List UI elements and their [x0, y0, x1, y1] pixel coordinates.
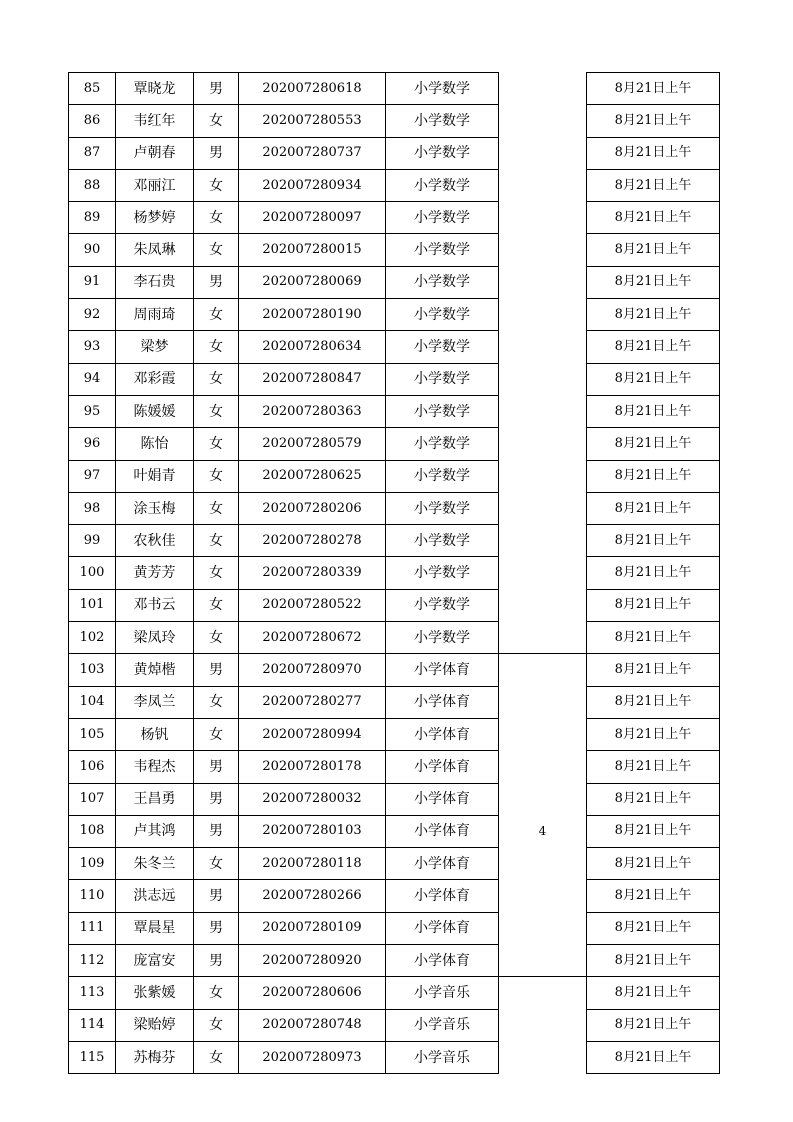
- table-row: [69, 428, 720, 460]
- candidate-name: 覃晨星: [116, 912, 194, 944]
- candidate-id: 202007280934: [239, 169, 386, 201]
- candidate-subject: 小学数学: [386, 622, 499, 654]
- exam-time: 8月21日上午: [587, 848, 720, 880]
- table-row: [69, 783, 720, 815]
- candidate-subject: 小学数学: [386, 234, 499, 266]
- candidate-id: 202007280737: [239, 137, 386, 169]
- candidate-id: 202007280339: [239, 557, 386, 589]
- candidate-gender: 女: [194, 395, 239, 427]
- candidate-name: 张紫媛: [116, 977, 194, 1009]
- candidate-name: 黄焯楷: [116, 654, 194, 686]
- candidate-name: 卢朝春: [116, 137, 194, 169]
- exam-time: 8月21日上午: [587, 815, 720, 847]
- group-label: 4: [499, 815, 587, 847]
- exam-time: 8月21日上午: [587, 395, 720, 427]
- row-number: 102: [69, 622, 116, 654]
- candidate-gender: 男: [194, 266, 239, 298]
- candidate-name: 洪志远: [116, 880, 194, 912]
- row-number: 101: [69, 589, 116, 621]
- exam-time: 8月21日上午: [587, 331, 720, 363]
- exam-time: 8月21日上午: [587, 880, 720, 912]
- candidate-subject: 小学数学: [386, 105, 499, 137]
- candidate-gender: 女: [194, 363, 239, 395]
- table-row: [69, 492, 720, 524]
- exam-time: 8月21日上午: [587, 557, 720, 589]
- group-cell: [499, 1041, 587, 1073]
- candidate-subject: 小学体育: [386, 848, 499, 880]
- row-number: 98: [69, 492, 116, 524]
- exam-time: 8月21日上午: [587, 363, 720, 395]
- group-cell: [499, 783, 587, 815]
- candidate-id: 202007280920: [239, 945, 386, 977]
- row-number: 86: [69, 105, 116, 137]
- row-number: 91: [69, 266, 116, 298]
- table-row: [69, 137, 720, 169]
- table-row: [69, 751, 720, 783]
- exam-time: 8月21日上午: [587, 945, 720, 977]
- candidate-gender: 女: [194, 557, 239, 589]
- row-number: 114: [69, 1009, 116, 1041]
- candidate-name: 朱冬兰: [116, 848, 194, 880]
- group-cell: [499, 460, 587, 492]
- candidate-gender: 女: [194, 525, 239, 557]
- candidate-subject: 小学数学: [386, 589, 499, 621]
- candidate-subject: 小学体育: [386, 912, 499, 944]
- row-number: 90: [69, 234, 116, 266]
- group-cell: [499, 654, 587, 686]
- table-row: [69, 718, 720, 750]
- exam-time: 8月21日上午: [587, 622, 720, 654]
- candidate-gender: 女: [194, 234, 239, 266]
- exam-time: 8月21日上午: [587, 299, 720, 331]
- exam-time: 8月21日上午: [587, 266, 720, 298]
- candidate-gender: 男: [194, 73, 239, 105]
- table-row: [69, 395, 720, 427]
- candidate-name: 陈媛媛: [116, 395, 194, 427]
- candidate-id: 202007280553: [239, 105, 386, 137]
- candidate-gender: 男: [194, 945, 239, 977]
- candidate-gender: 女: [194, 977, 239, 1009]
- row-number: 92: [69, 299, 116, 331]
- candidate-name: 邓丽江: [116, 169, 194, 201]
- candidate-subject: 小学体育: [386, 815, 499, 847]
- group-cell: [499, 492, 587, 524]
- exam-time: 8月21日上午: [587, 718, 720, 750]
- candidate-subject: 小学音乐: [386, 977, 499, 1009]
- exam-time: 8月21日上午: [587, 73, 720, 105]
- group-cell: [499, 169, 587, 201]
- group-cell: [499, 880, 587, 912]
- candidate-subject: 小学体育: [386, 880, 499, 912]
- group-cell: [499, 848, 587, 880]
- candidate-gender: 男: [194, 815, 239, 847]
- row-number: 88: [69, 169, 116, 201]
- candidate-subject: 小学数学: [386, 525, 499, 557]
- candidate-gender: 男: [194, 751, 239, 783]
- candidate-subject: 小学数学: [386, 202, 499, 234]
- candidate-subject: 小学数学: [386, 363, 499, 395]
- candidate-gender: 女: [194, 589, 239, 621]
- group-cell: [499, 73, 587, 105]
- exam-time: 8月21日上午: [587, 428, 720, 460]
- row-number: 96: [69, 428, 116, 460]
- candidate-id: 202007280672: [239, 622, 386, 654]
- table-row: [69, 880, 720, 912]
- row-number: 99: [69, 525, 116, 557]
- row-number: 105: [69, 718, 116, 750]
- candidate-id: 202007280579: [239, 428, 386, 460]
- candidate-name: 梁贻婷: [116, 1009, 194, 1041]
- group-cell: [499, 363, 587, 395]
- candidate-id: 202007280032: [239, 783, 386, 815]
- candidate-name: 陈怡: [116, 428, 194, 460]
- row-number: 111: [69, 912, 116, 944]
- candidate-subject: 小学数学: [386, 395, 499, 427]
- row-number: 93: [69, 331, 116, 363]
- candidate-id: 202007280178: [239, 751, 386, 783]
- candidate-name: 周雨琦: [116, 299, 194, 331]
- row-number: 87: [69, 137, 116, 169]
- candidate-id: 202007280206: [239, 492, 386, 524]
- exam-time: 8月21日上午: [587, 234, 720, 266]
- candidate-subject: 小学体育: [386, 783, 499, 815]
- candidate-id: 202007280973: [239, 1041, 386, 1073]
- candidate-id: 202007280847: [239, 363, 386, 395]
- exam-time: 8月21日上午: [587, 977, 720, 1009]
- candidate-gender: 女: [194, 202, 239, 234]
- row-number: 94: [69, 363, 116, 395]
- candidate-name: 涂玉梅: [116, 492, 194, 524]
- exam-time: 8月21日上午: [587, 783, 720, 815]
- candidate-subject: 小学音乐: [386, 1041, 499, 1073]
- candidate-subject: 小学体育: [386, 718, 499, 750]
- candidate-name: 王昌勇: [116, 783, 194, 815]
- candidate-name: 李凤兰: [116, 686, 194, 718]
- candidate-name: 韦红年: [116, 105, 194, 137]
- table-row: [69, 169, 720, 201]
- group-cell: [499, 1009, 587, 1041]
- candidate-id: 202007280097: [239, 202, 386, 234]
- candidate-name: 黄芳芳: [116, 557, 194, 589]
- candidate-name: 农秋佳: [116, 525, 194, 557]
- row-number: 103: [69, 654, 116, 686]
- candidate-name: 邓书云: [116, 589, 194, 621]
- table-row: [69, 945, 720, 977]
- row-number: 112: [69, 945, 116, 977]
- candidate-gender: 女: [194, 718, 239, 750]
- candidate-id: 202007280748: [239, 1009, 386, 1041]
- candidate-id: 202007280069: [239, 266, 386, 298]
- exam-time: 8月21日上午: [587, 686, 720, 718]
- row-number: 97: [69, 460, 116, 492]
- candidate-subject: 小学数学: [386, 460, 499, 492]
- table-row: [69, 1009, 720, 1041]
- candidate-subject: 小学体育: [386, 654, 499, 686]
- candidate-subject: 小学数学: [386, 428, 499, 460]
- row-number: 108: [69, 815, 116, 847]
- exam-time: 8月21日上午: [587, 654, 720, 686]
- candidate-gender: 女: [194, 686, 239, 718]
- candidate-name: 李石贵: [116, 266, 194, 298]
- group-cell: [499, 557, 587, 589]
- table-row: [69, 815, 720, 847]
- table-row: [69, 299, 720, 331]
- candidate-gender: 男: [194, 137, 239, 169]
- exam-time: 8月21日上午: [587, 1041, 720, 1073]
- candidate-id: 202007280363: [239, 395, 386, 427]
- table-row: [69, 73, 720, 105]
- candidate-gender: 男: [194, 654, 239, 686]
- candidate-id: 202007280606: [239, 977, 386, 1009]
- candidate-id: 202007280015: [239, 234, 386, 266]
- candidate-name: 庞富安: [116, 945, 194, 977]
- exam-time: 8月21日上午: [587, 169, 720, 201]
- candidate-subject: 小学音乐: [386, 1009, 499, 1041]
- candidate-id: 202007280190: [239, 299, 386, 331]
- exam-time: 8月21日上午: [587, 751, 720, 783]
- candidate-subject: 小学数学: [386, 557, 499, 589]
- candidate-id: 202007280278: [239, 525, 386, 557]
- candidate-id: 202007280634: [239, 331, 386, 363]
- candidate-name: 杨钒: [116, 718, 194, 750]
- table-row: [69, 105, 720, 137]
- group-cell: [499, 137, 587, 169]
- exam-time: 8月21日上午: [587, 1009, 720, 1041]
- candidate-gender: 男: [194, 783, 239, 815]
- candidate-id: 202007280277: [239, 686, 386, 718]
- group-cell: [499, 686, 587, 718]
- table-body: [69, 73, 720, 1074]
- group-cell: [499, 525, 587, 557]
- exam-time: 8月21日上午: [587, 589, 720, 621]
- exam-time: 8月21日上午: [587, 105, 720, 137]
- exam-time: 8月21日上午: [587, 137, 720, 169]
- candidate-gender: 女: [194, 428, 239, 460]
- group-cell: [499, 331, 587, 363]
- table-row: [69, 912, 720, 944]
- group-cell: [499, 266, 587, 298]
- row-number: 85: [69, 73, 116, 105]
- candidate-gender: 女: [194, 622, 239, 654]
- row-number: 110: [69, 880, 116, 912]
- exam-time: 8月21日上午: [587, 525, 720, 557]
- exam-time: 8月21日上午: [587, 202, 720, 234]
- candidate-gender: 女: [194, 460, 239, 492]
- candidate-id: 202007280109: [239, 912, 386, 944]
- candidate-name: 卢其鸿: [116, 815, 194, 847]
- candidate-id: 202007280118: [239, 848, 386, 880]
- table-row: [69, 1041, 720, 1073]
- candidate-name: 韦程杰: [116, 751, 194, 783]
- candidate-subject: 小学数学: [386, 266, 499, 298]
- group-cell: [499, 945, 587, 977]
- candidate-gender: 女: [194, 105, 239, 137]
- row-number: 100: [69, 557, 116, 589]
- exam-time: 8月21日上午: [587, 492, 720, 524]
- candidate-name: 杨梦婷: [116, 202, 194, 234]
- candidate-name: 梁梦: [116, 331, 194, 363]
- table-row: [69, 460, 720, 492]
- row-number: 104: [69, 686, 116, 718]
- table-row: [69, 331, 720, 363]
- table-row: [69, 686, 720, 718]
- candidate-gender: 女: [194, 492, 239, 524]
- candidate-id: 202007280970: [239, 654, 386, 686]
- candidate-name: 叶娟青: [116, 460, 194, 492]
- table-row: [69, 266, 720, 298]
- group-cell: [499, 622, 587, 654]
- candidate-gender: 男: [194, 912, 239, 944]
- row-number: 106: [69, 751, 116, 783]
- candidate-id: 202007280994: [239, 718, 386, 750]
- row-number: 95: [69, 395, 116, 427]
- candidate-id: 202007280625: [239, 460, 386, 492]
- candidate-id: 202007280266: [239, 880, 386, 912]
- table-row: [69, 654, 720, 686]
- candidate-gender: 女: [194, 169, 239, 201]
- table-row: [69, 557, 720, 589]
- candidate-subject: 小学体育: [386, 751, 499, 783]
- table-row: [69, 234, 720, 266]
- candidate-subject: 小学数学: [386, 169, 499, 201]
- group-cell: [499, 977, 587, 1009]
- candidate-name: 邓彩霞: [116, 363, 194, 395]
- candidate-id: 202007280618: [239, 73, 386, 105]
- candidate-gender: 女: [194, 1009, 239, 1041]
- table-row: [69, 363, 720, 395]
- candidate-gender: 男: [194, 880, 239, 912]
- group-cell: [499, 751, 587, 783]
- group-cell: [499, 234, 587, 266]
- candidate-name: 苏梅芬: [116, 1041, 194, 1073]
- candidate-subject: 小学数学: [386, 73, 499, 105]
- candidate-gender: 女: [194, 331, 239, 363]
- candidate-subject: 小学体育: [386, 686, 499, 718]
- candidate-gender: 女: [194, 848, 239, 880]
- candidate-subject: 小学体育: [386, 945, 499, 977]
- exam-time: 8月21日上午: [587, 912, 720, 944]
- table-row: [69, 848, 720, 880]
- table-row: [69, 589, 720, 621]
- candidate-id: 202007280522: [239, 589, 386, 621]
- candidate-subject: 小学数学: [386, 331, 499, 363]
- group-cell: [499, 105, 587, 137]
- table-row: [69, 202, 720, 234]
- candidate-name: 梁凤玲: [116, 622, 194, 654]
- table-row: [69, 622, 720, 654]
- group-cell: [499, 589, 587, 621]
- table-row: [69, 977, 720, 1009]
- row-number: 89: [69, 202, 116, 234]
- candidate-table: [68, 72, 720, 1074]
- candidate-name: 覃晓龙: [116, 73, 194, 105]
- row-number: 113: [69, 977, 116, 1009]
- group-cell: [499, 718, 587, 750]
- table-row: [69, 525, 720, 557]
- group-cell: [499, 912, 587, 944]
- candidate-id: 202007280103: [239, 815, 386, 847]
- candidate-subject: 小学数学: [386, 137, 499, 169]
- candidate-gender: 女: [194, 1041, 239, 1073]
- candidate-subject: 小学数学: [386, 299, 499, 331]
- row-number: 107: [69, 783, 116, 815]
- row-number: 115: [69, 1041, 116, 1073]
- group-cell: [499, 202, 587, 234]
- row-number: 109: [69, 848, 116, 880]
- candidate-gender: 女: [194, 299, 239, 331]
- candidate-name: 朱凤琳: [116, 234, 194, 266]
- group-cell: [499, 428, 587, 460]
- group-cell: [499, 299, 587, 331]
- group-cell: [499, 395, 587, 427]
- exam-time: 8月21日上午: [587, 460, 720, 492]
- candidate-subject: 小学数学: [386, 492, 499, 524]
